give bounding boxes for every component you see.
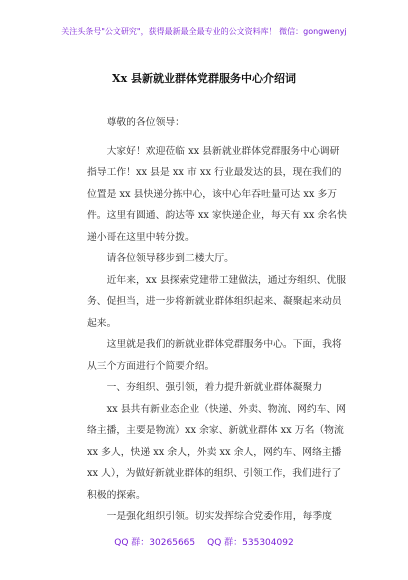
header-banner: 关注头条号"公文研究"，获得最新最全最专业的公文资料库！ 微信：gongwenyj <box>61 27 347 36</box>
paragraph-recent-years: 近年来，xx 县探索党建带工建做法，通过夯组织、优服务、促担当，进一步将新就业群体组织起来、凝聚起来动员起来。 <box>87 274 347 329</box>
document-title: Xx 县新就业群体党群服务中心介绍词 <box>112 72 296 85</box>
footer-qq-group-2: QQ 群：535304092 <box>207 538 294 548</box>
paragraph-introduction: 这里就是我们的新就业群体党群服务中心。下面，我将从三个方面进行个简要介绍。 <box>87 339 342 372</box>
document-body <box>87 112 349 528</box>
footer-qq-group-1: QQ 群：30265665 <box>114 538 196 548</box>
paragraph-move-upstairs: 请各位领导移步到二楼大厅。 <box>106 253 234 264</box>
paragraph-welcome: 大家好！欢迎莅临 xx 县新就业群体党群服务中心调研指导工作！xx 县是 xx 市 xx 行业最发达的县，现在我们的位置是 xx 县快递分拣中心，该中心年吞吐量可达 xx 多万件。这里有圆通、韵达等 xx 家快递企业，每天有 xx 余名快递小哥在这里中转分拨。 <box>87 145 347 243</box>
paragraph-statistics: xx 县共有新业态企业（快递、外卖、物流、网约车、网络主播，主要是物流）xx 余家、新就业群体 xx 万名（物流 xx 多人，快递 xx 余人，外卖 xx 余人，网约车、网络主播 xx 人），为做好新就业群体的组织、引领工作，我们进行了积极的探索。 <box>87 403 347 501</box>
footer <box>0 535 408 548</box>
greeting: 尊敬的各位领导： <box>106 117 185 128</box>
section-heading-1: 一、夯组织、强引领，着力提升新就业群体凝聚力 <box>106 382 323 393</box>
paragraph-point-1: 一是强化组织引领。切实发挥综合党委作用，每季度 <box>106 511 332 522</box>
